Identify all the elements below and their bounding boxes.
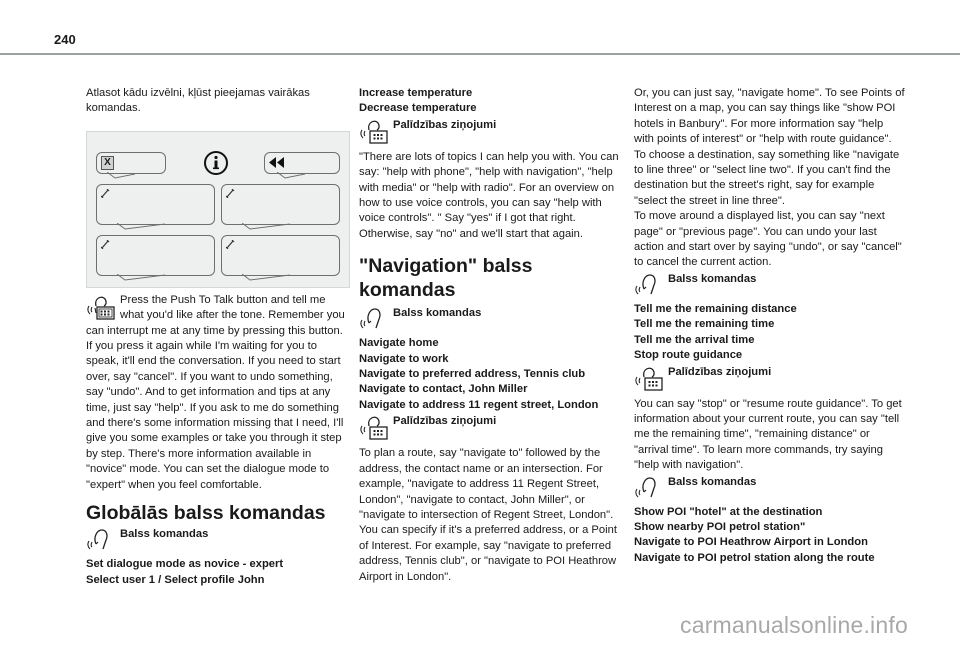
command-item: Navigate home — [359, 337, 439, 350]
section-heading-global: Globālās balss komandas — [86, 502, 326, 525]
bubble-tail — [242, 274, 292, 282]
voice-commands-label: Balss komandas — [120, 528, 209, 541]
header-divider — [0, 53, 960, 55]
info-icon — [203, 150, 229, 176]
command-item: Navigate to work — [359, 352, 449, 365]
route-commands-list — [634, 302, 906, 364]
navigation-info-text: To move around a displayed list, you can say "next page" or "previous page". You can undo your last action and start over by saying "undo", or say "cancel" to cancel the current action. — [634, 210, 902, 269]
phone-icon — [226, 189, 235, 198]
column-2 — [359, 86, 621, 585]
help-text: You can say "stop" or "resume route guidance". To get information about your current route, you can say "tell me the remaining time", "remaining distance" or "arrival time". To learn more commands, try saying "help with navigation". — [634, 397, 902, 472]
command-item: Select user 1 / Select profile John — [86, 573, 265, 586]
help-messages-label-row — [359, 118, 621, 144]
push-to-talk-paragraph — [86, 293, 352, 493]
help-messages-label: Palīdzības ziņojumi — [668, 365, 772, 378]
help-messages-icon — [359, 414, 389, 440]
help-messages-label-row — [634, 365, 906, 391]
navigation-info-text: Or, you can just say, "navigate home". To see Points of Interest on a map, you can say things like "show POI hotels in Banbury". For more information say "help with points of interest" or "help with route guidance". — [634, 87, 905, 146]
list-bubble-4 — [221, 235, 340, 276]
command-item: Tell me the arrival time — [634, 333, 755, 346]
voice-commands-label-row — [634, 272, 906, 296]
command-item: Tell me the remaining time — [634, 318, 775, 331]
navigation-commands-list — [359, 336, 621, 413]
phone-icon — [226, 240, 235, 249]
watermark: carmanualsonline.info — [680, 612, 908, 638]
back-bubble — [264, 152, 340, 174]
push-to-talk-text: Press the Push To Talk button and tell me what you'd like after the tone. Remember you can interrupt me at any time by pressing this button. If you press it again while I'm waiting for you to speak, it'll end the conversation. If you need to start over, say "cancel". If you want to undo something, say "undo". And to get information and tips at any time, just say "help". If you ask to me do something and there's some information missing that I need, I'll give you some examples or take you through it step by step. There's more information available in "novice" mode. You can set the dialogue mode to "expert" when you feel comfortable. — [86, 293, 345, 491]
help-messages-icon — [359, 118, 389, 144]
phone-icon — [101, 240, 110, 249]
command-item: Navigate to POI petrol station along the route — [634, 551, 875, 564]
list-bubble-2 — [221, 184, 340, 225]
list-bubble-3 — [96, 235, 215, 276]
navigation-info-text: To choose a destination, say something like "navigate to line three" or "select line two". If you can't find the destination but the street's right, say for example "select the street in line three". — [634, 148, 900, 207]
bubble-tail — [117, 274, 167, 282]
command-item: Decrease temperature — [359, 102, 477, 115]
voice-commands-label: Balss komandas — [668, 272, 757, 285]
rewind-icon — [269, 157, 285, 168]
command-item: Navigate to contact, John Miller — [359, 383, 528, 396]
close-x-icon: X — [101, 156, 114, 170]
command-item: Increase temperature — [359, 87, 473, 99]
global-commands-list — [86, 557, 352, 588]
voice-commands-label-row — [86, 527, 352, 551]
page-number: 240 — [54, 32, 76, 47]
column-3 — [634, 86, 906, 566]
cancel-bubble — [96, 152, 166, 174]
voice-command-icon — [634, 475, 660, 499]
command-item: Show POI "hotel" at the destination — [634, 505, 823, 518]
command-item: Stop route guidance — [634, 349, 743, 362]
voice-commands-label: Balss komandas — [393, 307, 482, 320]
command-item: Navigate to preferred address, Tennis club — [359, 368, 586, 381]
climate-commands-list — [359, 86, 621, 117]
voice-command-icon — [86, 527, 112, 551]
push-to-talk-help-icon — [86, 294, 116, 320]
phone-icon — [101, 189, 110, 198]
command-item: Navigate to POI Heathrow Airport in London — [634, 536, 868, 549]
command-item: Tell me the remaining distance — [634, 302, 797, 315]
bubble-tail — [117, 223, 167, 231]
column-1 — [86, 86, 352, 588]
voice-commands-label-row — [634, 475, 906, 499]
bubble-tail — [242, 223, 292, 231]
help-messages-label-row — [359, 414, 621, 440]
help-messages-icon — [634, 365, 664, 391]
command-item: Set dialogue mode as novice - expert — [86, 558, 284, 571]
voice-command-icon — [634, 272, 660, 296]
section-heading-navigation: "Navigation" balss komandas — [359, 255, 533, 302]
bubble-tail — [107, 172, 137, 180]
bubble-tail — [277, 172, 307, 180]
help-text: To plan a route, say "navigate to" followed by the address, the contact name or an intersection. For example, "navigate to address 11 Regent Street, London", "navigate to contact, John Miller", or "navigate to intersection of Regent Street, London". You can specify if it's a preferred address, or a Point of Interest. For example, say "navigate to preferred address, Tennis club", or "navigate to POI Heathrow Airport in London". — [359, 447, 617, 583]
poi-commands-list — [634, 505, 906, 567]
command-item: Show nearby POI petrol station" — [634, 520, 806, 533]
voice-commands-label-row — [359, 306, 621, 330]
voice-command-icon — [359, 306, 385, 330]
help-text: "There are lots of topics I can help you with. You can say: "help with phone", "help with navigation", "help with media" or "help with radio". For an overview on how to use voice controls, you can say "help with voice controls". " Say "yes" if I got that right. Otherwise, say "no" and we'll start that again. — [359, 150, 619, 240]
help-messages-label: Palīdzības ziņojumi — [393, 415, 497, 428]
voice-menu-screen-illustration — [86, 131, 350, 288]
list-bubble-1 — [96, 184, 215, 225]
voice-commands-label: Balss komandas — [668, 475, 757, 488]
help-messages-label: Palīdzības ziņojumi — [393, 118, 497, 131]
intro-text: Atlasot kādu izvēlni, kļūst pieejamas vairākas komandas. — [86, 87, 310, 115]
command-item: Navigate to address 11 regent street, London — [359, 398, 599, 411]
